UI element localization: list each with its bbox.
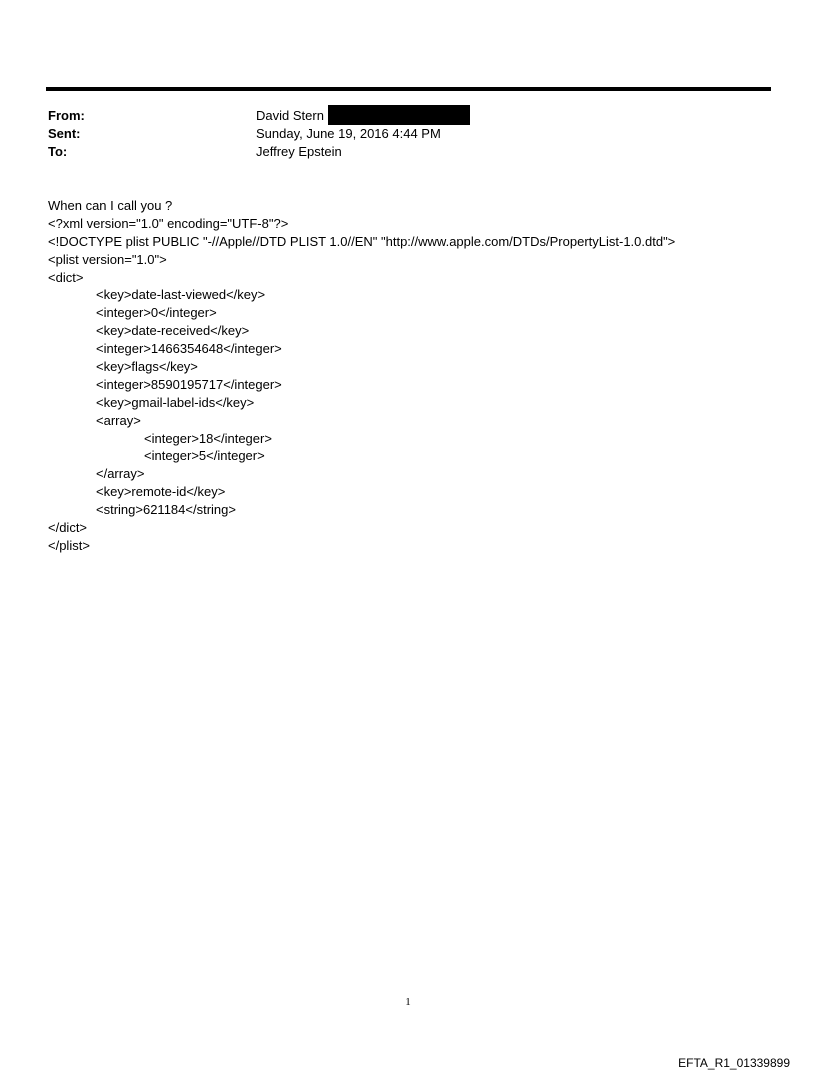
body-line: <!DOCTYPE plist PUBLIC "-//Apple//DTD PLIST 1.0//EN" "http://www.apple.com/DTDs/PropertyList-1.0.dtd"> <box>48 233 676 249</box>
bates-number: EFTA_R1_01339899 <box>678 1056 790 1070</box>
header-divider <box>46 87 771 91</box>
body-line: <key>date-received</key> <box>96 323 250 339</box>
body-line: <?xml version="1.0" encoding="UTF-8"?> <box>48 215 289 231</box>
to-label: To: <box>48 144 68 159</box>
sent-row <box>48 125 748 143</box>
page-number: 1 <box>405 996 411 1008</box>
email-body <box>48 197 788 555</box>
body-line: </dict> <box>48 520 88 536</box>
to-value: Jeffrey Epstein <box>256 144 342 159</box>
body-line: <dict> <box>48 269 84 285</box>
body-line: <string>621184</string> <box>96 502 236 518</box>
body-line: <integer>1466354648</integer> <box>96 341 282 357</box>
sent-label: Sent: <box>48 126 81 141</box>
body-line: <key>date-last-viewed</key> <box>96 287 266 303</box>
body-line: When can I call you ? <box>48 198 173 213</box>
body-line: <integer>18</integer> <box>144 430 272 446</box>
sent-value: Sunday, June 19, 2016 4:44 PM <box>256 126 441 141</box>
body-line: <plist version="1.0"> <box>48 251 167 267</box>
from-sender-name: David Stern <box>256 108 324 123</box>
body-line: <key>gmail-label-ids</key> <box>96 394 255 410</box>
body-line: <integer>0</integer> <box>96 305 217 321</box>
redaction-box <box>328 105 470 125</box>
from-row <box>48 107 748 125</box>
body-line: </plist> <box>48 537 90 553</box>
body-line: <integer>5</integer> <box>144 448 265 464</box>
from-label: From: <box>48 108 85 123</box>
body-line: </array> <box>96 466 145 482</box>
body-line: <key>flags</key> <box>96 359 198 375</box>
body-line: <array> <box>96 412 141 428</box>
body-line: <integer>8590195717</integer> <box>96 376 282 392</box>
body-line: <key>remote-id</key> <box>96 484 226 500</box>
to-row <box>48 143 748 161</box>
from-value <box>256 107 470 125</box>
